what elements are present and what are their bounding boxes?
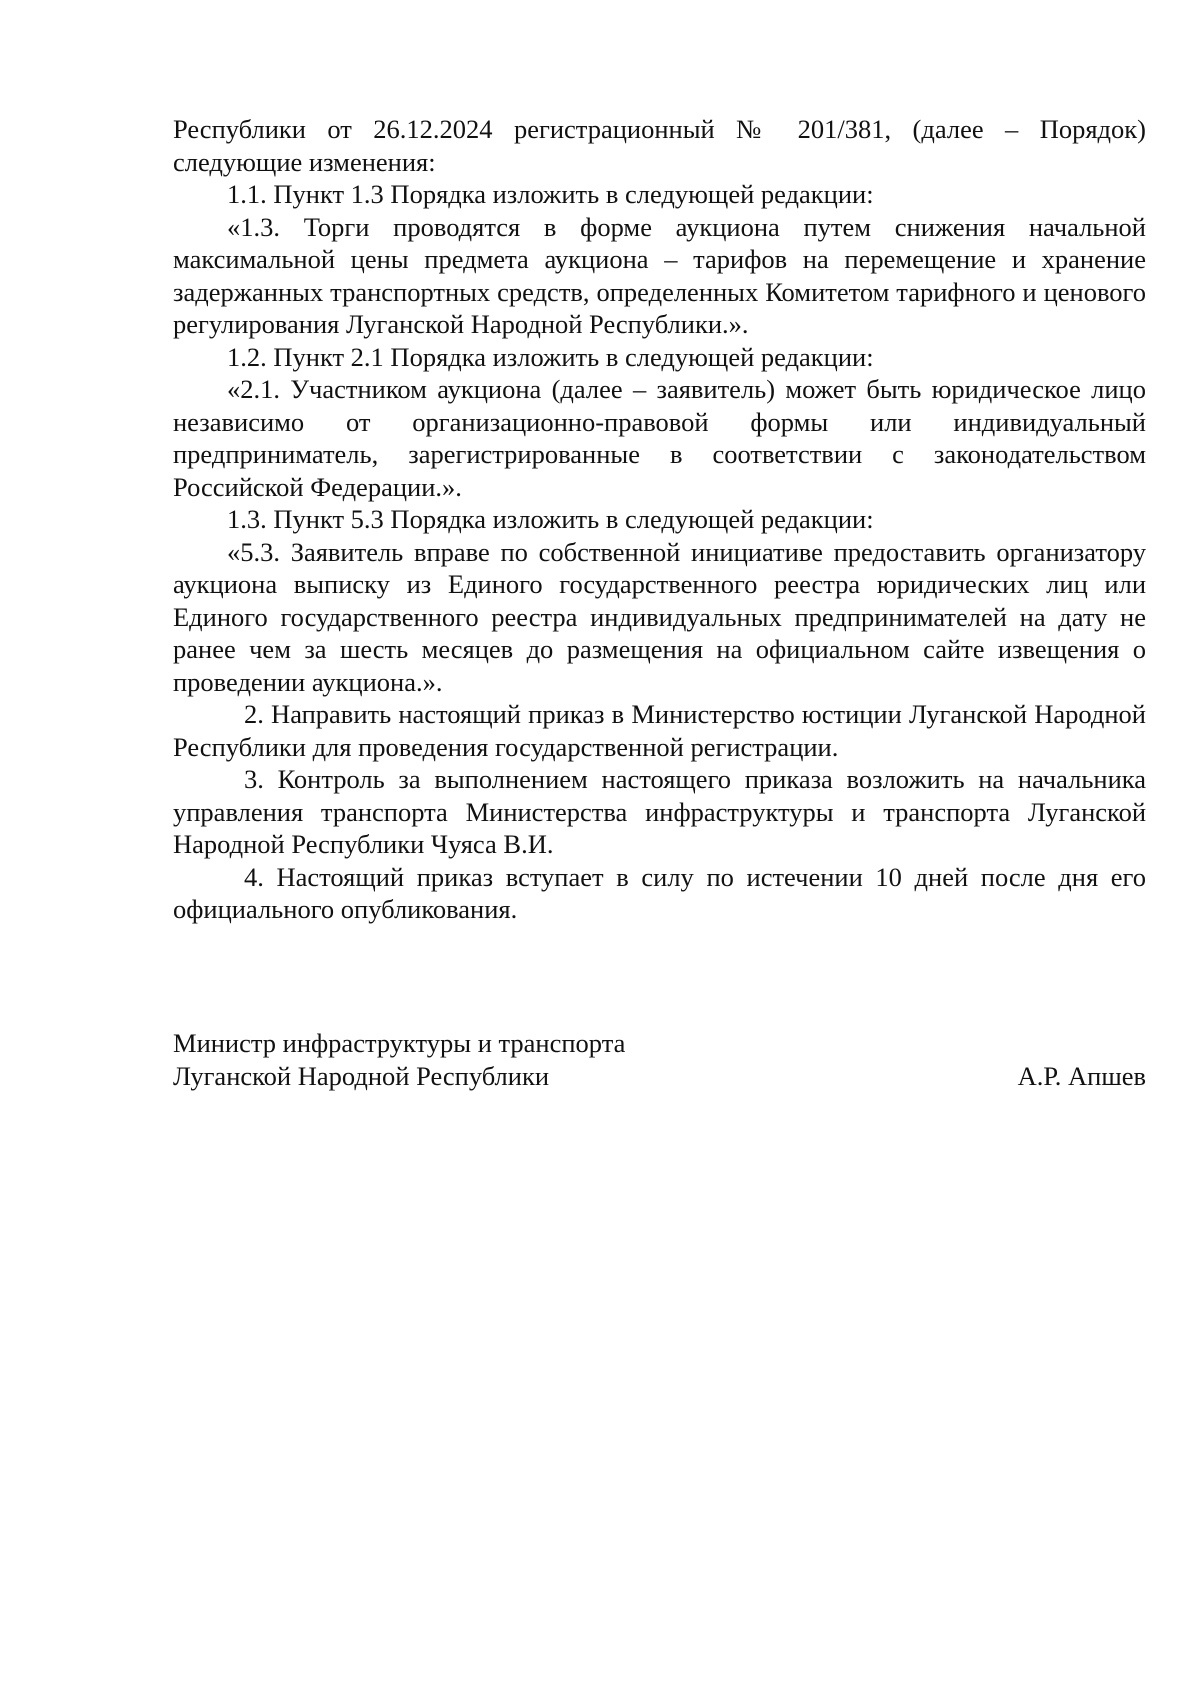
paragraph-item-2: 2. Направить настоящий приказ в Министерство юстиции Луганской Народной Республики для проведения государственной регистрации. xyxy=(173,699,1146,762)
signatory-name: А.Р. Апшев xyxy=(1017,1060,1146,1091)
signature-title-line-2: Луганской Народной Республики xyxy=(173,1060,550,1091)
paragraph-item-3: 3. Контроль за выполнением настоящего приказа возложить на начальника управления транспорта Министерства инфраструктуры и транспорта Луганской Народной Республики Чуяса В.И. xyxy=(173,764,1146,859)
signature-row xyxy=(173,1060,1146,1093)
paragraph-quote-5-3: «5.3. Заявитель вправе по собственной инициативе предоставить организатору аукциона выписку из Единого государственного реестра юридических лиц или Единого государственного реестра индивидуальных предпринимателей на дату не ранее чем за шесть месяцев до размещения на официальном сайте извещения о проведении аукциона.». xyxy=(173,536,1146,697)
document-body xyxy=(173,113,1146,926)
paragraph-item-1-3: 1.3. Пункт 5.3 Порядка изложить в следующей редакции: xyxy=(227,504,874,534)
paragraph-item-4: 4. Настоящий приказ вступает в силу по истечении 10 дней после дня его официального опубликования. xyxy=(173,861,1146,924)
paragraph-quote-2-1: «2.1. Участником аукциона (далее – заявитель) может быть юридическое лицо независимо от организационно-правовой формы или индивидуальный предприниматель, зарегистрированные в соответствии с законодательством Российской Федерации.». xyxy=(173,374,1146,502)
paragraph-item-1-2: 1.2. Пункт 2.1 Порядка изложить в следующей редакции: xyxy=(227,341,874,372)
paragraph-preamble: Республики от 26.12.2024 регистрационный № 201/381, (далее – Порядок) следующие изменения: xyxy=(173,114,1146,177)
signature-block xyxy=(173,1027,1146,1092)
paragraph-item-1-1: 1.1. Пункт 1.3 Порядка изложить в следующей редакции: xyxy=(227,179,874,209)
signature-title-line-1: Министр инфраструктуры и транспорта xyxy=(173,1028,626,1058)
paragraph-quote-1-3: «1.3. Торги проводятся в форме аукциона путем снижения начальной максимальной цены предмета аукциона – тарифов на перемещение и хранение задержанных транспортных средств, определенных Комитетом тарифного и ценового регулирования Луганской Народной Республики.». xyxy=(173,211,1146,339)
